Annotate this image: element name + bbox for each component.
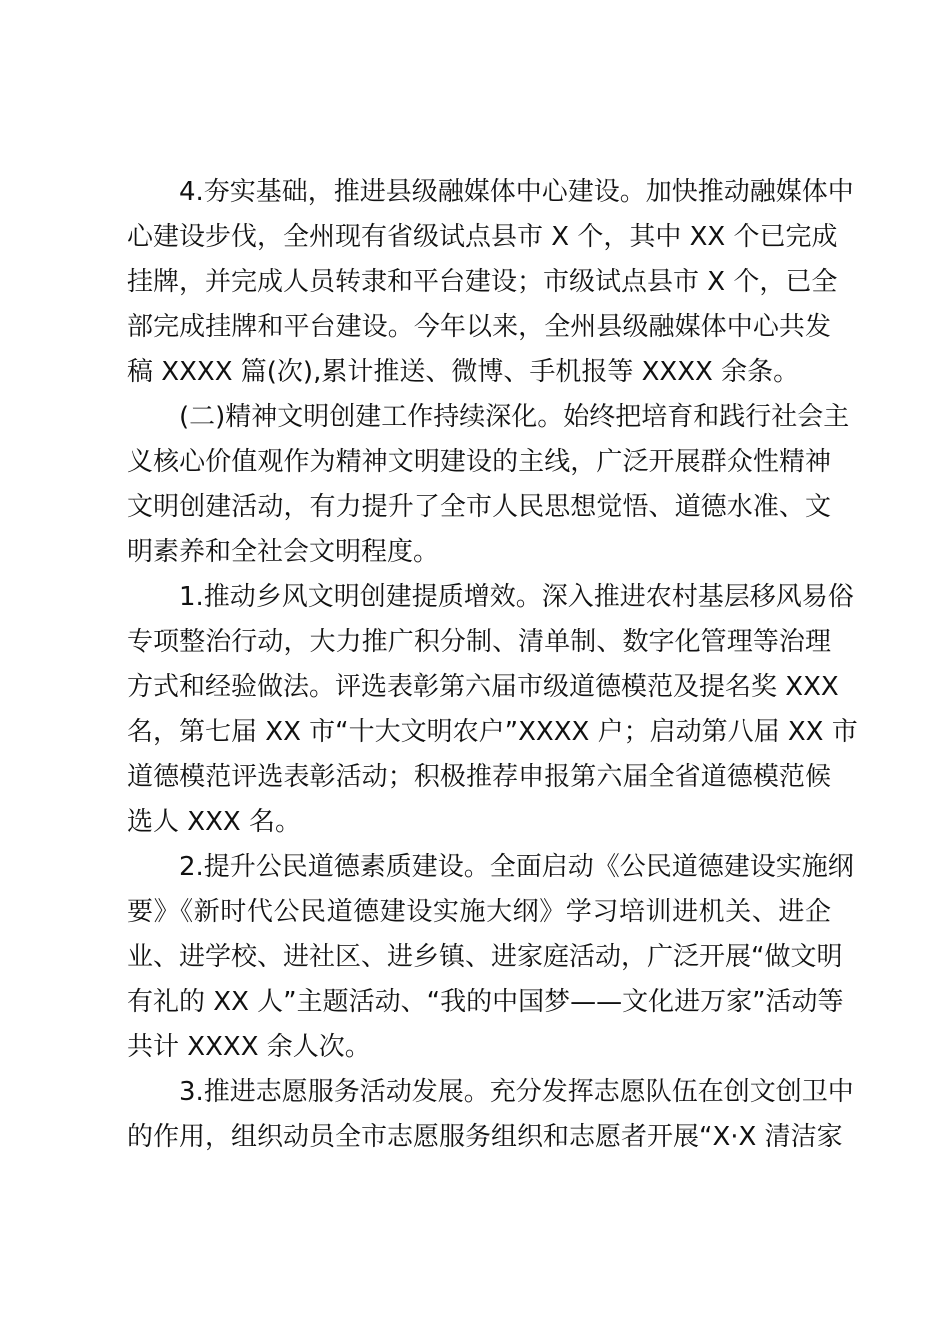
text-line: 共计 XXXX 余人次。: [127, 1032, 371, 1062]
text-line: 义核心价值观作为精神文明建设的主线，广泛开展群众性精神: [127, 447, 831, 477]
text-line: 1.推动乡风文明创建提质增效。深入推进农村基层移风易俗: [179, 582, 854, 612]
text-line: 心建设步伐，全州现有省级试点县市 X 个，其中 XX 个已完成: [127, 222, 838, 252]
text-line: 稿 XXXX 篇(次),累计推送、微博、手机报等 XXXX 余条。: [127, 357, 800, 387]
paragraph-volunteer: [127, 1070, 854, 1160]
text-line: 名，第七届 XX 市“十大文明农户”XXXX 户；启动第八届 XX 市: [127, 717, 858, 747]
text-line: 选人 XXX 名。: [127, 807, 301, 837]
text-line: 有礼的 XX 人”主题活动、“我的中国梦——文化进万家”活动等: [127, 987, 844, 1017]
text-line: 文明创建活动，有力提升了全市人民思想觉悟、道德水准、文: [127, 492, 831, 522]
text-line: 挂牌，并完成人员转隶和平台建设；市级试点县市 X 个，已全: [127, 267, 838, 297]
paragraph-infrastructure: [127, 170, 854, 395]
document-body: [127, 170, 858, 1160]
text-line: 方式和经验做法。评选表彰第六届市级道德模范及提名奖 XXX: [127, 672, 839, 702]
text-line: 明素养和全社会文明程度。: [127, 537, 440, 567]
paragraph-rural-civilization: [127, 575, 858, 845]
text-line: 专项整治行动，大力推广积分制、清单制、数字化管理等治理: [127, 627, 831, 657]
text-line: 道德模范评选表彰活动；积极推荐申报第六届全省道德模范候: [127, 762, 831, 792]
paragraph-moral-quality: [127, 845, 854, 1070]
text-line: 部完成挂牌和平台建设。今年以来，全州县级融媒体中心共发: [127, 312, 831, 342]
section-heading-paragraph: [127, 395, 850, 575]
text-line: 业、进学校、进社区、进乡镇、进家庭活动，广泛开展“做文明: [127, 942, 843, 972]
text-line: (二)精神文明创建工作持续深化。始终把培育和践行社会主: [179, 402, 850, 432]
text-line: 的作用，组织动员全市志愿服务组织和志愿者开展“X·X 清洁家: [127, 1122, 843, 1152]
text-line: 4.夯实基础，推进县级融媒体中心建设。加快推动融媒体中: [179, 177, 854, 207]
text-line: 2.提升公民道德素质建设。全面启动《公民道德建设实施纲: [179, 852, 854, 882]
text-line: 要》《新时代公民道德建设实施大纲》学习培训进机关、进企: [127, 897, 831, 927]
text-line: 3.推进志愿服务活动发展。充分发挥志愿队伍在创文创卫中: [179, 1077, 854, 1107]
